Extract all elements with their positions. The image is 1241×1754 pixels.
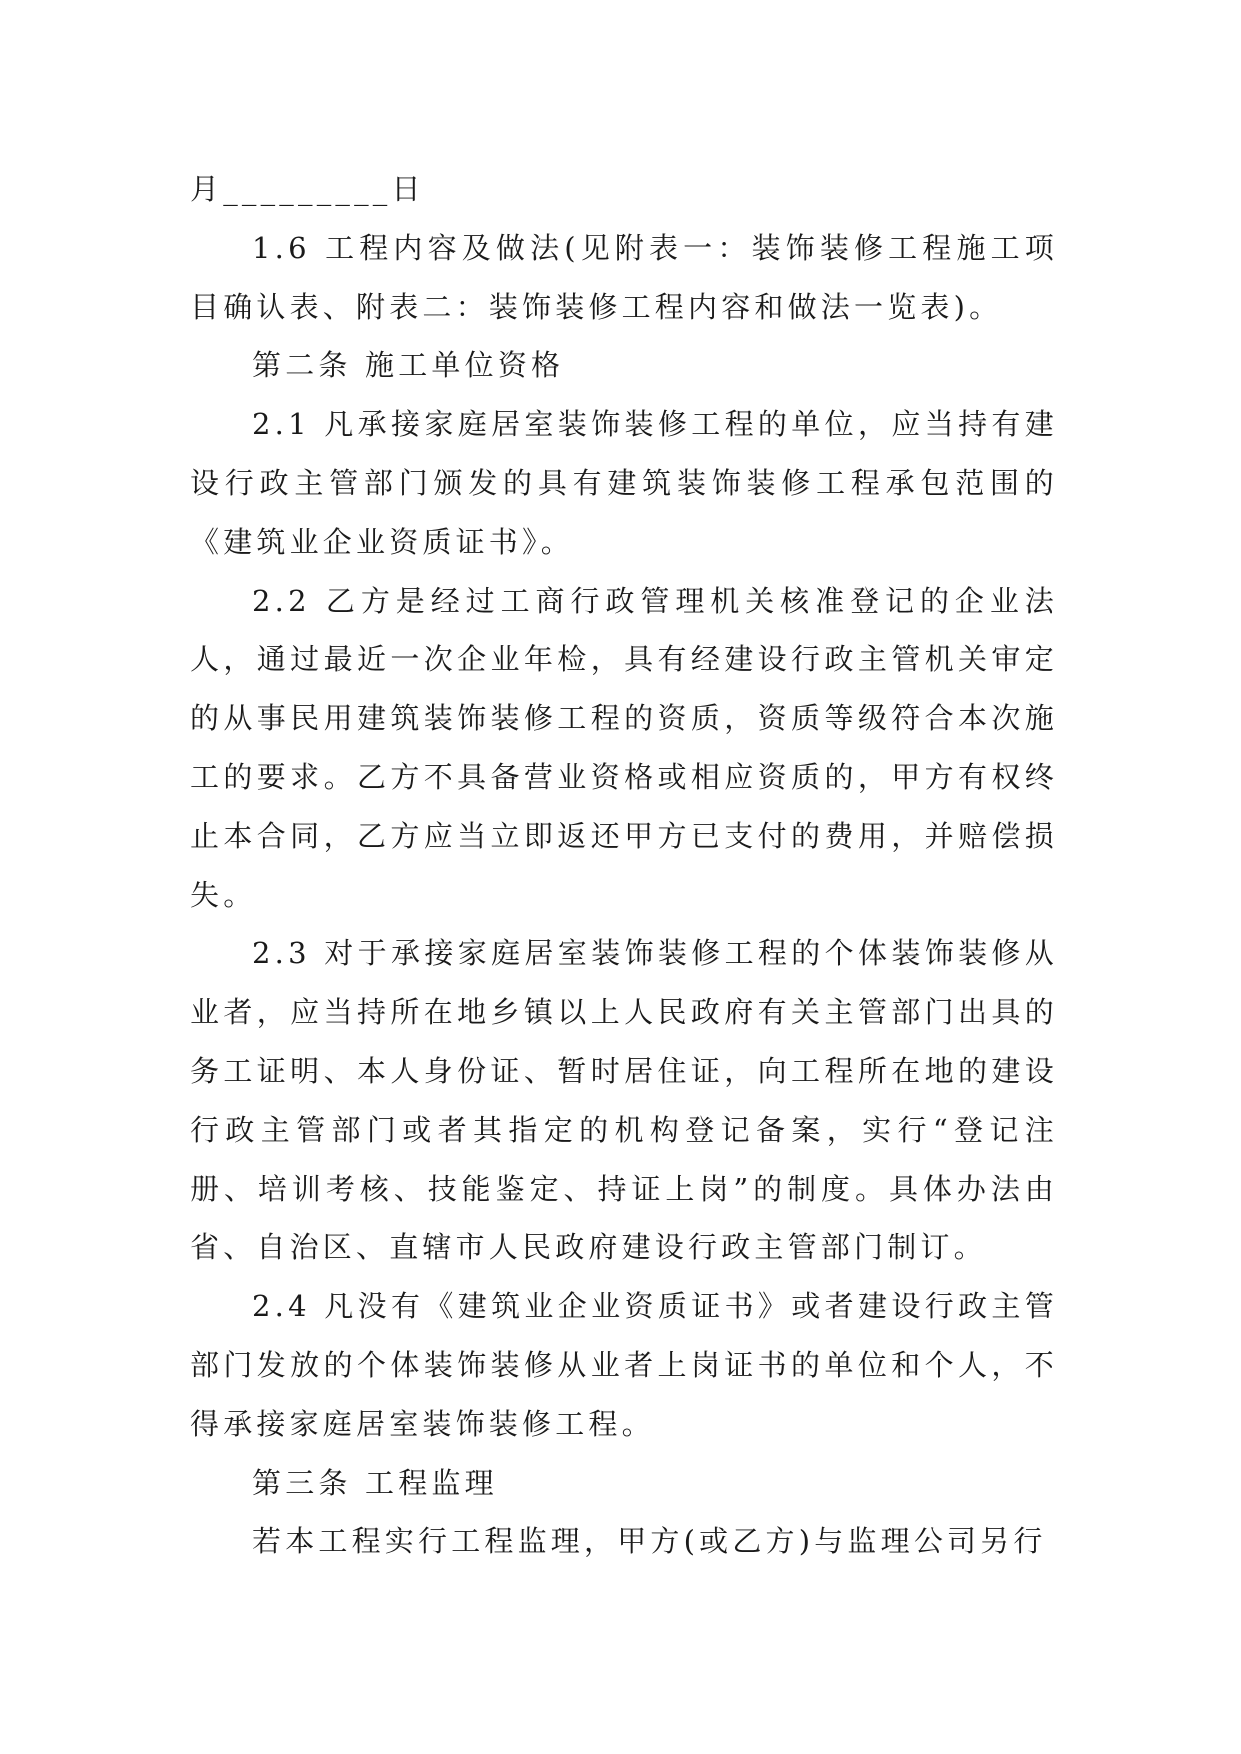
article-3-body: 若本工程实行工程监理，甲方(或乙方)与监理公司另行 xyxy=(252,1524,1047,1559)
clause-1-6: 1.6 工程内容及做法(见附表一：装饰装修工程施工项目确认表、附表二：装饰装修工程内容和做法一览表)。 xyxy=(190,230,1058,324)
clause-2-4: 2.4 凡没有《建筑业企业资质证书》或者建设行政主管部门发放的个体装饰装修从业者上岗证书的单位和个人，不得承接家庭居室装饰装修工程。 xyxy=(190,1289,1058,1441)
clause-2-2: 2.2 乙方是经过工商行政管理机关核准登记的企业法人，通过最近一次企业年检，具有经建设行政主管机关审定的从事民用建筑装饰装修工程的资质，资质等级符合本次施工的要求。乙方不具备营业资格或相应资质的，甲方有权终止本合同，乙方应当立即返还甲方已支付的费用，并赔偿损失。 xyxy=(190,583,1058,912)
clause-2-1: 2.1 凡承接家庭居室装饰装修工程的单位，应当持有建设行政主管部门颁发的具有建筑装饰装修工程承包范围的《建筑业企业资质证书》。 xyxy=(190,407,1058,559)
date-line: 月_________日 xyxy=(190,172,425,206)
article-3-heading: 第三条 工程监理 xyxy=(252,1465,498,1500)
document-page xyxy=(190,160,1058,1571)
clause-2-3: 2.3 对于承接家庭居室装饰装修工程的个体装饰装修从业者，应当持所在地乡镇以上人民政府有关主管部门出具的务工证明、本人身份证、暂时居住证，向工程所在地的建设行政主管部门或者其指定的机构登记备案，实行“登记注册、培训考核、技能鉴定、持证上岗”的制度。具体办法由省、自治区、直辖市人民政府建设行政主管部门制订。 xyxy=(190,936,1058,1265)
article-2-heading: 第二条 施工单位资格 xyxy=(252,348,565,383)
